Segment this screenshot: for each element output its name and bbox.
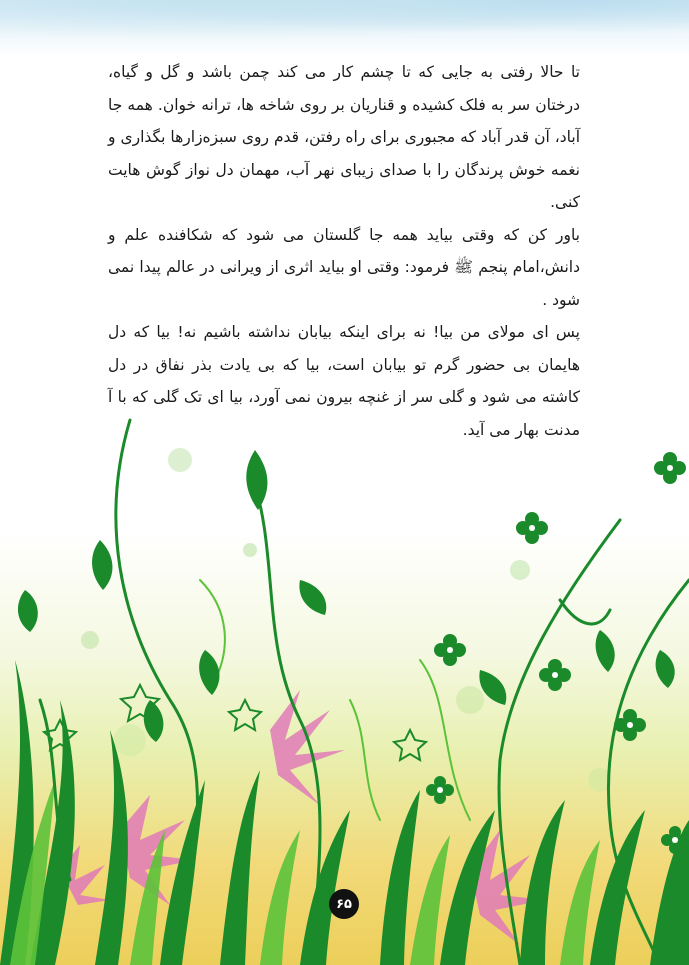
- page-number: ۶۵: [329, 889, 359, 919]
- floral-illustration: [0, 400, 689, 965]
- paragraph-1: تا حالا رفتی به جایی که تا چشم کار می کند چمن باشد و گل و گیاه، درختان سر به فلک کشیده و قناریان بر روی شاخه ها، ترانه خوان. همه جا آباد، آن قدر آباد که مجبوری برای راه رفتن، قدم روی سبزه‌زارها بگذاری و نغمه خوش پرندگان را با صدای زیبای نهر آب، مهمان دل نواز گوش هایت کنی.: [108, 63, 580, 211]
- paragraph-3: پس ای مولای من بیا! نه برای اینکه بیابان نداشته باشیم نه! بیا که دل هایمان بی حضور گرم تو بیابان است، بیا که بی یادت بذر نفاق در دل کاشته می شود و گلی سر از غنچه بیرون نمی آورد، بیا ای تک گلی که با آ مدنت بهار می آید.: [108, 323, 580, 439]
- body-text: [108, 56, 580, 446]
- sky-clouds: [0, 0, 689, 40]
- paragraph-2: باور کن که وقتی بیاید همه جا گلستان می شود که شکافنده علم و دانش،امام پنجم ﷺ فرمود: وقتی او بیاید اثری از ویرانی در عالم پیدا نمی شود .: [108, 225, 580, 309]
